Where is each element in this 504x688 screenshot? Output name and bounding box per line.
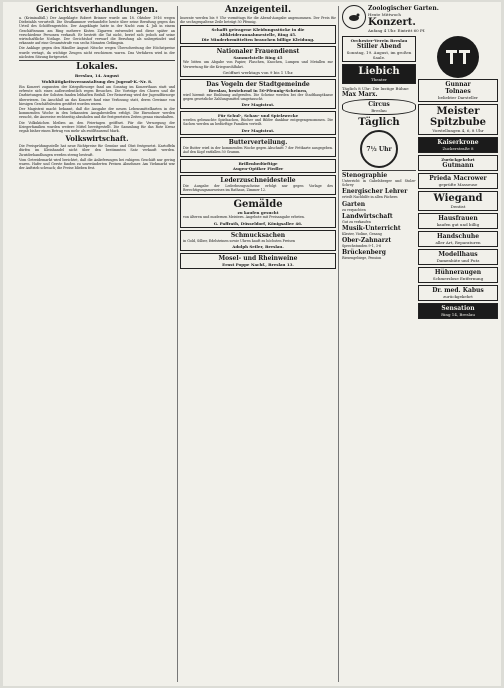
ad-text: Täglich 8 Uhr: Die lustige Bühne <box>342 86 409 91</box>
ad-text: zu verpachten <box>342 207 366 212</box>
ad-title: Prieda Macrower <box>429 175 487 182</box>
article-paragraph: Die Volksküchen bleiben an den Feiertagen geöffnet. Für die Versorgung der Kriegerfamilien wurden weitere Mittel bereitgestellt. Die Sammlung für das Rote Kreuz ergab bisher einen Betrag von mehr als zwölftausend Mark. <box>19 120 175 134</box>
ad-subtitle: Sammelstelle Ring 45 <box>233 55 283 61</box>
ad-text: Anfang 4 Uhr. Eintritt 60 Pf. <box>368 28 426 33</box>
ad-wein <box>180 253 336 269</box>
ad-text: Die Butter wird in der kommenden Woche gegen Abschnitt 7 der Fettkarte ausgegeben. Auf den Kopf entfallen 50 Gramm. <box>183 145 333 154</box>
ad-notgeld <box>180 79 336 109</box>
ad-butter <box>180 137 336 157</box>
ad-title: Stenographie <box>342 172 388 179</box>
column-ads <box>180 5 336 684</box>
section-heading: Gerichtsverhandlungen. <box>36 5 158 15</box>
ad-row <box>342 5 498 33</box>
ad-text: Wir bitten um Abgabe von Papier, Flaschen, Knochen, Lumpen und Metallen zur Verwertung für die Kriegswohlfahrt. <box>183 60 333 69</box>
ad-title: Handschuhe <box>436 233 480 240</box>
ad-text: in Gold, Silber, Edelsteinen sowie Uhren kauft zu höchsten Preisen <box>183 238 296 243</box>
ad-optiker <box>180 159 336 173</box>
ad-text: Schafft getragene Kleidungsstücke in die Altkleiderannahmestelle, Ring 45. <box>211 27 305 38</box>
ad-final <box>418 303 498 319</box>
ad-text: geprüfte Masseuse <box>438 182 478 187</box>
ad-title: Wiegand <box>433 193 483 204</box>
divider <box>19 60 175 61</box>
ad-prieda <box>418 173 498 189</box>
ad-advertiser: Max Marx. <box>342 91 378 98</box>
ad-title: Stiller Abend <box>356 43 402 50</box>
ad-text: erteilt Nachhilfe in allen Fächern <box>342 195 398 200</box>
ad-title: Das Vogeln der Stadtgemeinde <box>206 80 310 88</box>
clock-badge <box>360 130 398 168</box>
ad-subtitle: Breslau <box>371 108 387 113</box>
ad-title: Garten <box>342 200 366 208</box>
ad-advertiser: Ernst Poppe Nachf., Breslau 13. <box>222 261 294 267</box>
tt-logo-icon <box>437 36 479 78</box>
ad-huehner <box>418 267 498 283</box>
ad-frauendienst <box>180 46 336 76</box>
ad-spitzbube <box>418 104 498 135</box>
column-rule <box>177 6 178 682</box>
article-paragraph: Vom Getreidemarkt wird berichtet, daß die Anlieferungen bei ruhigem Geschäft nur gering waren. Hafer und Gerste fanden zu unveränderten Preisen Abnehmer. Am Viehmarkt war der Auftrieb schwach; die Preise blieben fest. <box>19 157 175 171</box>
section-heading: Lokales. <box>76 62 118 73</box>
ad-title: Landwirtschaft <box>342 212 393 220</box>
ad-title: Dr. med. Kabus <box>432 287 484 294</box>
column-news <box>19 5 175 684</box>
ad-text: zurückgekehrt <box>443 294 473 299</box>
ad-kaiserkrone <box>418 137 498 153</box>
ad-text: Riesengebirge, Pension <box>342 256 382 261</box>
ad-title: Nationaler Frauendienst <box>216 48 300 56</box>
article-paragraph: Die Preisprüfungsstelle hat neue Richtpreise für Gemüse und Obst festgesetzt. Kartoffeln dürfen im Kleinhandel nicht über den bestimmten Satz verkauft werden. Zuwiderhandlungen werden streng bestraft. <box>19 144 175 157</box>
ad-title: Butterverteilung. <box>228 138 288 146</box>
ad-title: Meister Spitzbube <box>430 106 486 128</box>
ad-text: Damenhüte und Putz <box>436 258 480 263</box>
ad-intro: Inserate werden bis 9 Uhr vormittags für die Abend-Ausgabe angenommen. Der Preis für die sechsgespaltene Zeile beträgt 50 Pfennig. <box>180 16 336 25</box>
ad-text: Orchester-Verein Breslau <box>350 38 408 43</box>
ad-subtitle: Theater <box>371 77 387 82</box>
ad-title: Gutmann <box>442 162 474 169</box>
ad-text: wird hiermit zur Einlösung aufgerufen. Die Scheine werden bei der Stadthauptkasse gegen gesetzliche Zahlungsmittel umgetauscht. <box>183 92 333 102</box>
ad-title: Gunnar <box>445 81 471 88</box>
ad-title: Energischer Lehrer <box>342 188 408 196</box>
ad-title: Ober-Zahnarzt <box>342 237 392 245</box>
ad-daily: Täglich <box>358 117 400 128</box>
ad-subtitle: Augen-Optiker Fiedler <box>232 166 284 172</box>
ad-text: Unterricht in Gabelsberger und Stolze-Schrey <box>342 179 416 188</box>
ad-text: Sprechstunden 9-1, 3-6 <box>342 244 382 249</box>
ad-text: Vorstellungen 4, 6, 8 Uhr <box>432 128 484 133</box>
ad-advertiser: Adolph Seiler, Breslau. <box>232 243 284 249</box>
ad-advertiser: G. Paffrath, Düsseldorf, Königsallee 46. <box>213 220 303 226</box>
article-paragraph: Ein Konzert zugunsten der Kriegsfürsorge fand am Sonntag im Konzerthaus statt und erfreute sich eines außerordentlich regen Besuches. Die Vorträge des Chores und die Darbietungen der Solisten fanden lebhaften Beifall. Der Reinertrag wird der Jugendfürsorge überwiesen. Im Anschluß an das Konzert fand eine Verlosung statt, deren Gewinne von hiesigen Geschäftsleuten gestiftet worden waren. <box>19 85 175 106</box>
ad-subtitle: Heute Mittwoch <box>368 12 401 17</box>
ad-text: beliebter Darsteller <box>438 95 478 100</box>
ad-subtitle: Breslau, bestehend in 50-Pfennig-Scheinen, <box>208 87 308 93</box>
ad-text: Klavier, Violine, Gesang <box>342 232 382 237</box>
ad-text: Zurückgekehrt <box>441 157 475 162</box>
ad-title: Circus <box>368 101 390 108</box>
ad-title: Für Schul-, Schau- und Spielzwecke <box>217 113 299 119</box>
ad-schmuck <box>180 230 336 251</box>
ad-liebich <box>342 64 416 84</box>
ad-text: Die Minderbemittelten brauchen billige Kleidung. <box>201 37 315 43</box>
ad-title: Kaiserkrone <box>437 139 479 146</box>
ad-text: Ring 14, Breslau <box>441 312 475 317</box>
ad-title: Hühneraugen <box>434 269 482 276</box>
ad-title: Hausfrauen <box>438 215 478 222</box>
ad-text: Die Ausgabe der Lederbezugsscheine erfolgt nur gegen Vorlage des Berechtigungsausweises im Rathaus, Zimmer 12. <box>183 184 333 193</box>
ad-clothing <box>180 25 336 44</box>
ad-left-stack <box>342 35 416 321</box>
ad-title: Modellhaus <box>438 251 478 258</box>
ad-title: Brückenberg <box>342 249 386 257</box>
ad-orchester <box>342 36 416 62</box>
ad-signature: Der Magistrat. <box>241 127 275 133</box>
ad-title: Zoologischer Garten. <box>368 5 439 12</box>
column-entertainment <box>342 5 498 684</box>
divider <box>342 170 416 171</box>
dateline: Breslau, 14. August <box>74 73 120 79</box>
ad-signature: Der Magistrat. <box>241 102 275 108</box>
ad-circus <box>342 99 416 115</box>
article-paragraph: Der Magistrat macht bekannt, daß die Ausgabe der neuen Lebensmittelkarten in der kommenden Woche in den bekannten Ausgabestellen erfolgt. Die Einwohner werden ersucht, die Ausweise rechtzeitig abzuholen und die festgesetzten Zeiten genau einzuhalten. <box>19 107 175 120</box>
ad-text: Gut zu verkaufen <box>342 219 371 224</box>
ad-row <box>342 35 498 321</box>
ad-text: von älteren und modernen Meistern. Angebote mit Preisangabe erbeten. <box>183 215 305 220</box>
ad-leder <box>180 175 336 195</box>
ad-title: Tolnaes <box>445 88 471 95</box>
column-rule <box>338 6 339 682</box>
ad-handschuhe <box>418 231 498 247</box>
ad-schul <box>180 111 336 134</box>
ad-hausfrauen <box>418 213 498 229</box>
ad-title: Liebich <box>358 66 400 77</box>
ad-right-stack <box>418 35 498 321</box>
section-heading: Volkswirtschaft. <box>65 134 129 144</box>
section-heading: Anzeigenteil. <box>224 5 292 15</box>
article-paragraph: a. (Kriminalfall.) Der Angeklagte Robert Brinner wurde am 18. Oktober 1916 wegen Diebstahls verurteilt. Die Strafkammer verhandelte heute über seine Berufung gegen das Urteil des Schöffengerichts. Der Angeklagte hatte in der Nacht zum 4. Juli in einem Geschäftsraum am Ring mehrere Kisten Zigarren entwendet und diese später an verschiedene Personen verkauft. Er bestritt die Tat nicht, berief sich jedoch auf seine wirtschaftliche Notlage. Der Gerichtshof verwarf die Berufung als unbegründet und erkannte auf eine Gesamtstrafe von sechs Monaten Gefängnis. <box>19 16 175 46</box>
ad-text: Sonntag, 19. August, im großen Saale. <box>346 50 412 60</box>
ad-gutmann <box>418 155 498 171</box>
zoo-emblem-icon <box>342 5 366 29</box>
ad-text: aller Art, Reparaturen <box>435 240 481 245</box>
ad-gunnar <box>418 79 498 102</box>
ad-text: kaufen gut und billig <box>436 222 480 227</box>
article-paragraph: Die Anklage gegen den Händler August Nitsche wegen Überschreitung der Höchstpreise wurde vertagt, da wichtige Zeugen nicht erschienen waren. Das Verfahren wird in der nächsten Sitzung fortgesetzt. <box>19 46 175 59</box>
ad-title: Musik-Unterricht <box>342 225 401 233</box>
ad-note: Geöffnet werktags von 9 bis 1 Uhr. <box>222 69 294 75</box>
article-subheading: Wohltätigkeitsveranstaltung des Jugend-K.-Nr. 8. <box>41 79 153 85</box>
newspaper-page <box>3 2 501 686</box>
ad-text: Dentist <box>450 204 466 209</box>
ad-doctor <box>418 285 498 301</box>
ad-title: Schmucksachen <box>230 231 286 239</box>
ad-wiegand <box>418 191 498 211</box>
ad-text: Zuckerstraße 8 <box>442 146 474 151</box>
ad-title: Mosel- und Rheinweine <box>218 254 298 262</box>
ad-konzert: Konzert. <box>368 17 416 28</box>
ad-title: Sensation <box>441 305 475 312</box>
ad-title: Lederzuschneidestelle <box>220 177 296 185</box>
ad-zoo <box>368 5 498 33</box>
ad-text: Schmerzlose Entfernung <box>432 276 484 281</box>
ad-title: Brillenbedürftige <box>238 161 278 167</box>
ad-time: 7½ Uhr <box>366 145 392 153</box>
ad-text: werden gebrauchte Spielsachen, Bücher und Bilder dankbar entgegengenommen. Die Sachen werden an bedürftige Familien verteilt. <box>183 118 333 127</box>
ad-title: Gemälde <box>233 199 283 211</box>
ad-subtitle: zu kaufen gesucht <box>237 210 279 216</box>
ad-gemaelde <box>180 197 336 227</box>
ad-modell <box>418 249 498 265</box>
